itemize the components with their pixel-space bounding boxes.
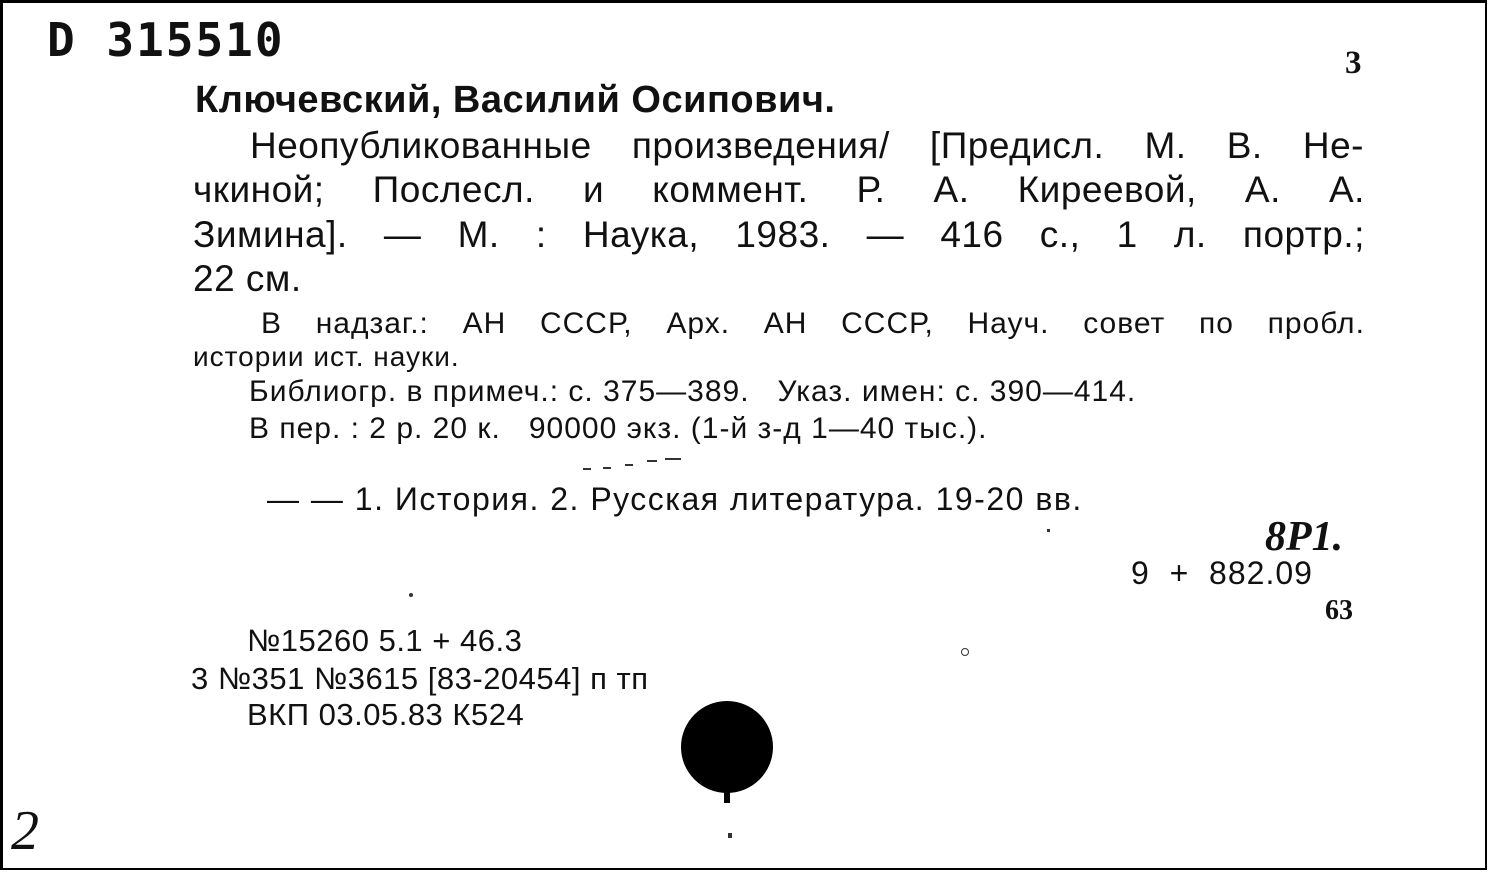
word: АН [462, 307, 507, 340]
word: Не- [1302, 125, 1364, 166]
card-number: 3 [1345, 45, 1362, 81]
title-line-1 [250, 127, 1364, 164]
word: Послесл. [372, 169, 535, 210]
word: СССР, [841, 307, 934, 340]
word: — [383, 214, 422, 255]
word: 1 [1116, 214, 1138, 255]
word: коммент. [652, 169, 809, 210]
title-line-2 [193, 171, 1365, 208]
classification-index: 9 + 882.09 [1131, 555, 1313, 591]
author-heading: Ключевский, Василий Осипович. [195, 79, 836, 121]
word: А. [1244, 169, 1281, 210]
word: и [582, 169, 605, 210]
dash-marks [581, 453, 701, 473]
speck [728, 833, 732, 838]
word: пробл. [1267, 307, 1365, 340]
word: 1983. [735, 214, 831, 255]
word: М. [1144, 125, 1187, 166]
word: М. [457, 214, 500, 255]
bibliography-note: Библиогр. в примеч.: с. 375—389. Указ. имен: с. 390—414. [249, 375, 1137, 408]
word: Зимина]. [193, 214, 348, 255]
classification-handwritten: 8Р1. [1265, 514, 1344, 560]
word: чкиной; [193, 169, 325, 210]
registration-line-2: 3 №351 №3615 [83-20454] п тп [191, 661, 649, 696]
word: по [1198, 307, 1234, 340]
word: А. [1328, 169, 1365, 210]
word: [Предисл. [929, 125, 1105, 166]
subject-headings: — — 1. История. 2. Русская литература. 19-20 вв. [267, 481, 1083, 517]
word: с., [1039, 214, 1081, 255]
catalog-number: D 315510 [47, 13, 285, 67]
punch-hole-tail [724, 789, 730, 803]
word: В [261, 307, 283, 340]
title-line-4: 22 см. [193, 258, 302, 299]
word: А. [933, 169, 970, 210]
word: АН [763, 307, 808, 340]
title-line-3 [193, 216, 1365, 253]
word: Наука, [582, 214, 700, 255]
registration-line-1: №15260 5.1 + 46.3 [247, 623, 523, 658]
word: надзаг.: [315, 307, 429, 340]
punch-hole [681, 701, 773, 793]
word: СССР, [539, 307, 633, 340]
word: совет [1083, 307, 1166, 340]
speck [961, 648, 969, 656]
note-line-2: истории ист. науки. [193, 341, 460, 372]
word: — [866, 214, 905, 255]
word: 416 [940, 214, 1004, 255]
word: Р. [856, 169, 886, 210]
word: : [535, 214, 547, 255]
word: Науч. [967, 307, 1050, 340]
handwritten-mark: 2 [11, 800, 39, 862]
cutter-number: 63 [1325, 595, 1353, 626]
word: произведения/ [631, 125, 890, 166]
word: Киреевой, [1017, 169, 1197, 210]
registration-line-3: ВКП 03.05.83 К524 [247, 697, 525, 732]
word: портр.; [1242, 214, 1365, 255]
speck [409, 593, 413, 597]
note-line-1 [261, 309, 1365, 339]
speck [1047, 529, 1050, 532]
word: В. [1226, 125, 1263, 166]
price-run-note: В пер. : 2 р. 20 к. 90000 экз. (1-й з-д 1—40 тыс.). [249, 412, 988, 445]
word: л. [1173, 214, 1207, 255]
word: Неопубликованные [250, 125, 592, 166]
word: Арх. [666, 307, 731, 340]
